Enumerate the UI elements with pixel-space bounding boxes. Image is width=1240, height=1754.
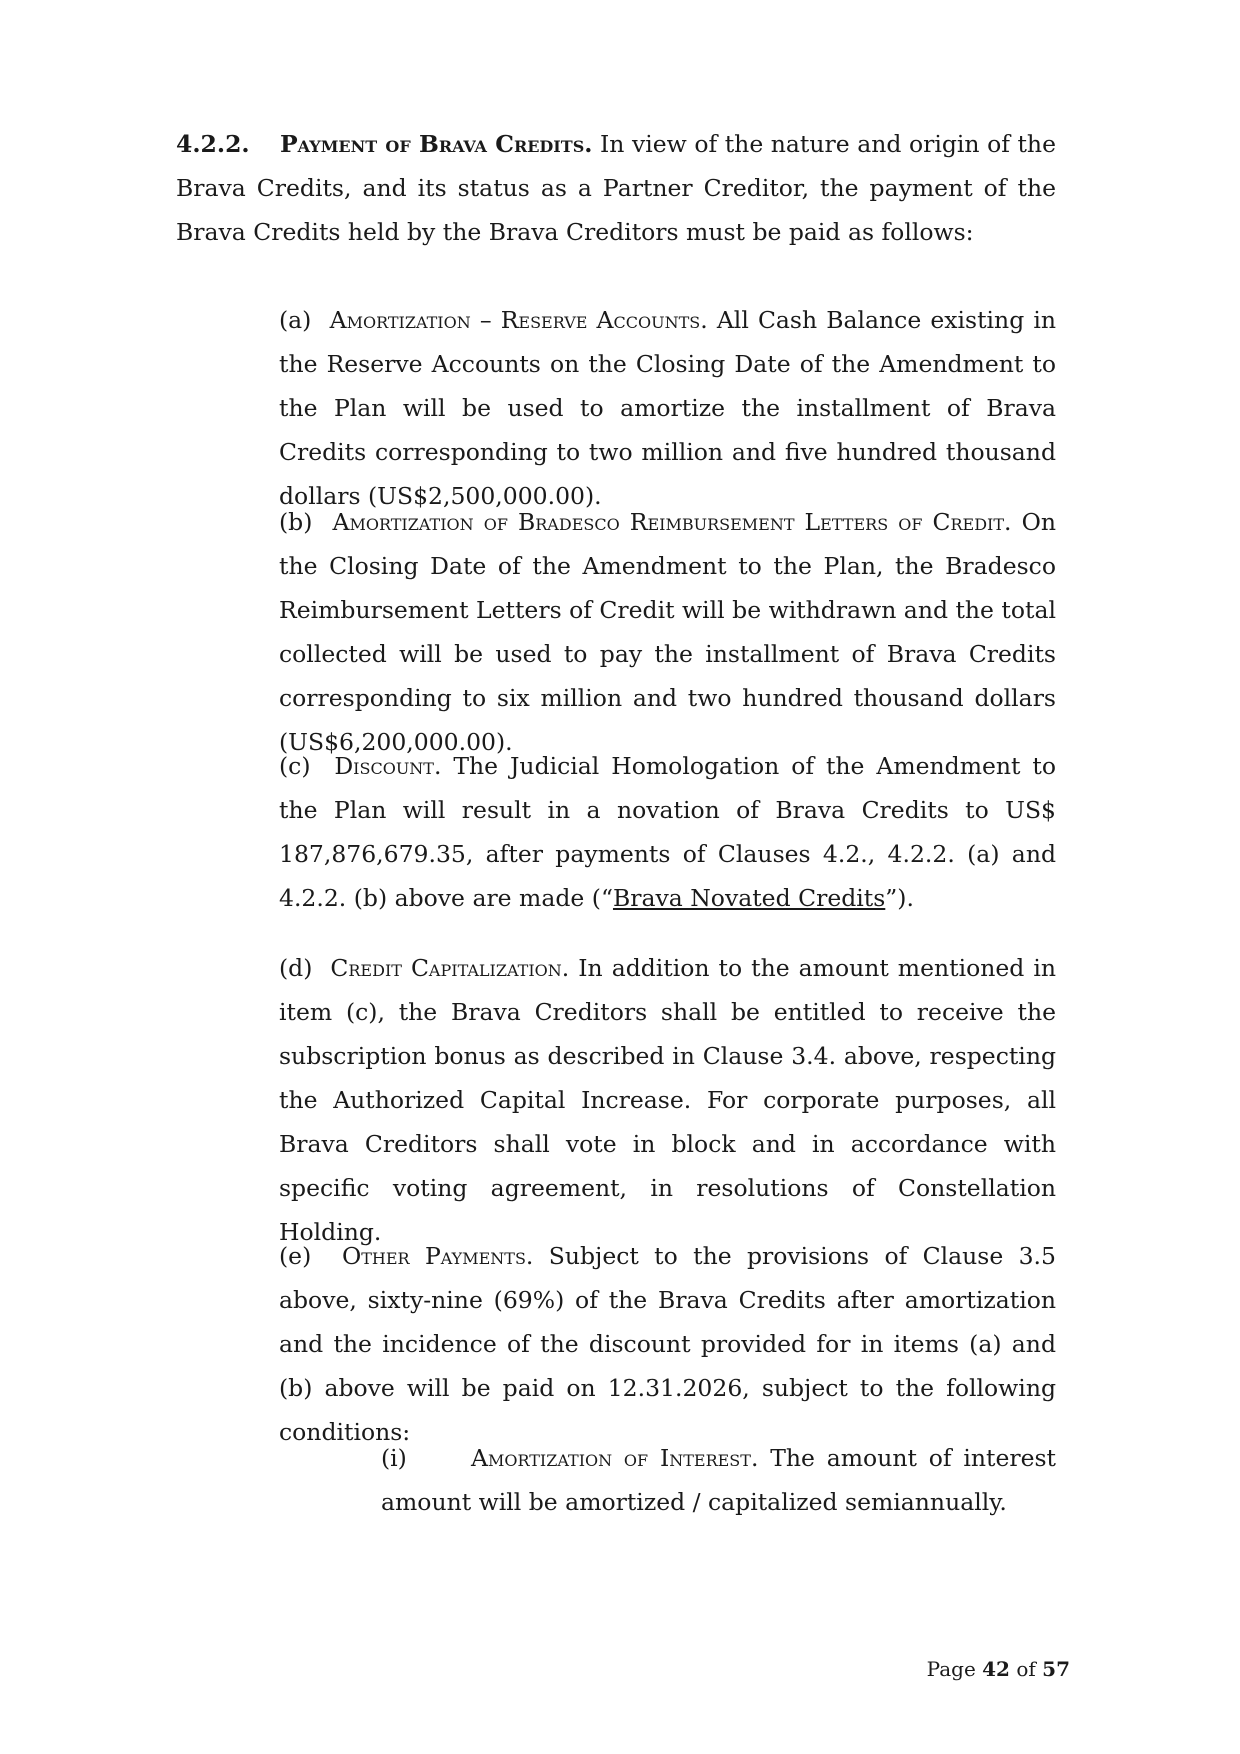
page-footer bbox=[700, 1655, 1070, 1683]
section-number: 4.2.2. bbox=[176, 130, 250, 158]
item-d-label: (d) bbox=[279, 954, 313, 982]
section-4-2-2 bbox=[176, 122, 1056, 254]
page-of: of bbox=[1016, 1657, 1036, 1681]
item-d: (d) Credit Capitalization. In addition to the amount mentioned in item (c), the Brava Creditors shall be entitled to receive the subscription bonus as described in Clause 3.4. above, respecting the Authorized Capital Increase. For corporate purposes, all Brava Creditors shall vote in block and in accordance with specific voting agreement, in resolutions of Constellation Holding. bbox=[279, 954, 1056, 1246]
item-e-i-heading: Amortization of Interest bbox=[471, 1444, 751, 1472]
item-e: (e) Other Payments. Subject to the provisions of Clause 3.5 above, sixty-nine (69%) of the Brava Credits after amortization and the incidence of the discount provided for in items (a) and (b) above will be paid on 12.31.2026, subject to the following conditions: bbox=[279, 1242, 1056, 1446]
item-a-label: (a) bbox=[279, 306, 312, 334]
page-current: 42 bbox=[982, 1657, 1010, 1681]
item-c: (c) Discount. The Judicial Homologation of the Amendment to the Plan will result in a novation of Brava Credits to US$ 187,876,679.35, after payments of Clauses 4.2., 4.2.2. (a) and 4.2.2. (b) above are made (“Brava Novated Credits”). bbox=[279, 752, 1056, 912]
item-e-label: (e) bbox=[279, 1242, 312, 1270]
item-e-i: (i) Amortization of Interest. The amount of interest amount will be amortized / capitalized semiannually. bbox=[381, 1436, 1056, 1524]
item-a-heading: Amortization – Reserve Accounts bbox=[329, 306, 701, 334]
section-heading: Payment of Brava Credits. bbox=[280, 130, 593, 158]
item-d-heading: Credit Capitalization bbox=[330, 954, 562, 982]
item-b-heading: Amortization of Bradesco Reimbursement Letters of Credit bbox=[332, 508, 1005, 536]
page-prefix: Page bbox=[926, 1657, 976, 1681]
section-text: In view of the nature and origin of the Brava Credits, and its status as a Partner Creditor, the payment of the Brava Credits held by the Brava Creditors must be paid as follows: bbox=[176, 130, 1056, 246]
item-c-text-end: ”). bbox=[885, 884, 914, 912]
item-a-text: All Cash Balance existing in the Reserve Accounts on the Closing Date of the Amendment to the Plan will be used to amortize the installment of Brava Credits corresponding to two million and five hundred thousand dollars (US$2,500,000.00). bbox=[279, 306, 1056, 510]
item-e-i-text: The amount of interest amount will be amortized / capitalized semiannually. bbox=[381, 1444, 1056, 1516]
item-c-text: The Judicial Homologation of the Amendment to the Plan will result in a novation of Brava Credits to US$ 187,876,679.35, after payments of Clauses 4.2., 4.2.2. (a) and 4.2.2. (b) above are made (“ bbox=[279, 752, 1056, 912]
item-b-label: (b) bbox=[279, 508, 313, 536]
item-c-label: (c) bbox=[279, 752, 311, 780]
item-a: (a) Amortization – Reserve Accounts. All Cash Balance existing in the Reserve Accounts on the Closing Date of the Amendment to the Plan will be used to amortize the installment of Brava Credits corresponding to two million and five hundred thousand dollars (US$2,500,000.00). bbox=[279, 306, 1056, 510]
item-e-heading: Other Payments bbox=[341, 1242, 526, 1270]
page-total: 57 bbox=[1042, 1657, 1070, 1681]
item-e-text: Subject to the provisions of Clause 3.5 above, sixty-nine (69%) of the Brava Credits after amortization and the incidence of the discount provided for in items (a) and (b) above will be paid on 12.31.2026, subject to the following conditions: bbox=[279, 1242, 1056, 1446]
item-b-text: On the Closing Date of the Amendment to the Plan, the Bradesco Reimbursement Letters of Credit will be withdrawn and the total collected will be used to pay the installment of Brava Credits corresponding to six million and two hundred thousand dollars (US$6,200,000.00). bbox=[279, 508, 1056, 756]
defined-term: Brava Novated Credits bbox=[612, 884, 886, 912]
item-e-i-label: (i) bbox=[381, 1444, 407, 1472]
item-b: (b) Amortization of Bradesco Reimbursement Letters of Credit. On the Closing Date of the Amendment to the Plan, the Bradesco Reimbursement Letters of Credit will be withdrawn and the total collected will be used to pay the installment of Brava Credits corresponding to six million and two hundred thousand dollars (US$6,200,000.00). bbox=[279, 508, 1056, 756]
item-c-heading: Discount bbox=[334, 752, 434, 780]
item-d-text: In addition to the amount mentioned in item (c), the Brava Creditors shall be entitled to receive the subscription bonus as described in Clause 3.4. above, respecting the Authorized Capital Increase. For corporate purposes, all Brava Creditors shall vote in block and in accordance with specific voting agreement, in resolutions of Constellation Holding. bbox=[279, 954, 1056, 1246]
